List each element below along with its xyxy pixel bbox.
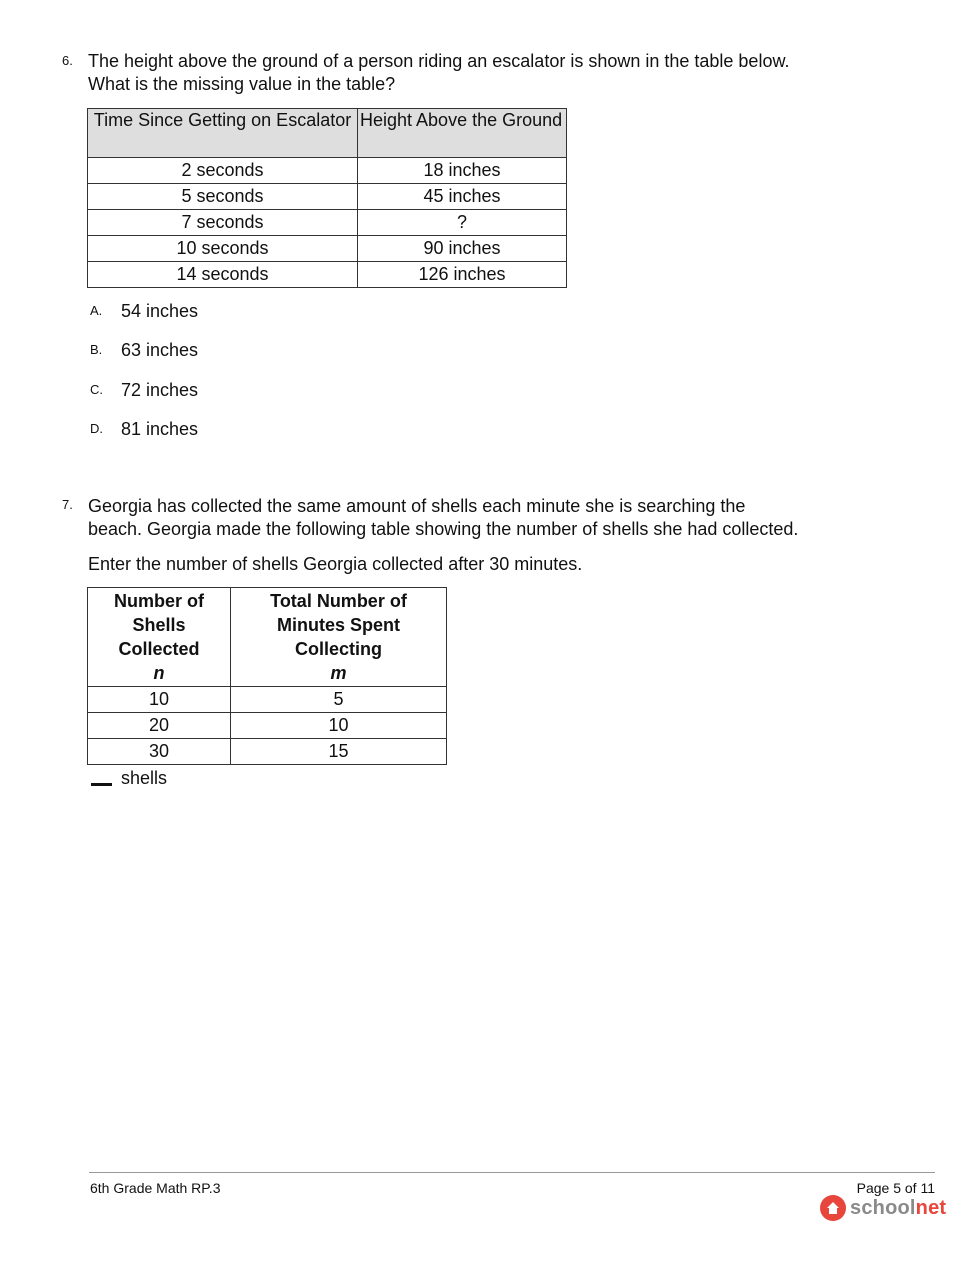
table-cell: 20 <box>88 713 231 739</box>
table-cell: 2 seconds <box>88 158 358 184</box>
table-cell: 5 <box>231 687 447 713</box>
table-row <box>88 210 567 236</box>
option-a-letter: A. <box>90 303 103 318</box>
option-b-letter: B. <box>90 342 103 357</box>
option-b[interactable]: 63 inches <box>121 340 199 360</box>
table-cell: 90 inches <box>358 236 567 262</box>
header-shells-var: n <box>153 663 165 683</box>
shells-table <box>87 587 447 765</box>
header-minutes-var: m <box>330 663 347 683</box>
table-row <box>88 158 567 184</box>
table-header-row <box>88 109 567 158</box>
table-cell: 45 inches <box>358 184 567 210</box>
table-cell: 30 <box>88 739 231 765</box>
option-c-letter: C. <box>90 382 103 397</box>
header-time: Time Since Getting on Escalator <box>88 109 358 158</box>
header-minutes-label: Total Number of Minutes Spent Collecting <box>270 591 407 659</box>
question-7-number: 7. <box>62 497 73 512</box>
answer-unit: shells <box>121 768 168 788</box>
footer-divider <box>89 1172 935 1173</box>
header-height: Height Above the Ground <box>358 109 567 158</box>
table-row <box>88 713 447 739</box>
table-cell: 10 seconds <box>88 236 358 262</box>
question-7-prompt: Enter the number of shells Georgia collected after 30 minutes. <box>88 554 583 574</box>
table-cell: 14 seconds <box>88 262 358 288</box>
footer-page-number: Page 5 of 11 <box>856 1180 935 1196</box>
option-d-letter: D. <box>90 421 103 436</box>
answer-blank[interactable] <box>91 783 112 786</box>
table-cell: 5 seconds <box>88 184 358 210</box>
table-cell: 18 inches <box>358 158 567 184</box>
option-c[interactable]: 72 inches <box>121 380 199 400</box>
table-row <box>88 262 567 288</box>
question-6-line-1: The height above the ground of a person riding an escalator is shown in the table below. <box>88 51 790 71</box>
header-shells-label: Number of Shells Collected <box>114 591 204 659</box>
table-cell: 126 inches <box>358 262 567 288</box>
logo-text-net: net <box>915 1196 947 1219</box>
option-d[interactable]: 81 inches <box>121 419 199 439</box>
option-a[interactable]: 54 inches <box>121 301 199 321</box>
table-cell: 10 <box>231 713 447 739</box>
table-cell: 15 <box>231 739 447 765</box>
house-icon <box>820 1195 846 1221</box>
escalator-table <box>87 108 567 288</box>
table-cell: 7 seconds <box>88 210 358 236</box>
question-6-line-2: What is the missing value in the table? <box>88 74 396 94</box>
table-header-row <box>88 588 447 687</box>
header-minutes <box>231 588 447 687</box>
table-cell: 10 <box>88 687 231 713</box>
question-7-text <box>88 495 798 541</box>
header-shells <box>88 588 231 687</box>
table-row <box>88 687 447 713</box>
table-row <box>88 236 567 262</box>
question-6-number: 6. <box>62 53 73 68</box>
table-cell-missing: ? <box>358 210 567 236</box>
logo-text-school: school <box>850 1196 916 1219</box>
schoolnet-logo <box>820 1195 946 1221</box>
question-7-line-1: Georgia has collected the same amount of shells each minute she is searching the <box>88 496 746 516</box>
table-row <box>88 184 567 210</box>
question-6-text <box>88 50 789 96</box>
question-7-line-2: beach. Georgia made the following table showing the number of shells she had collected. <box>88 519 799 539</box>
logo-text <box>850 1197 946 1220</box>
footer-course: 6th Grade Math RP.3 <box>90 1180 221 1196</box>
table-row <box>88 739 447 765</box>
